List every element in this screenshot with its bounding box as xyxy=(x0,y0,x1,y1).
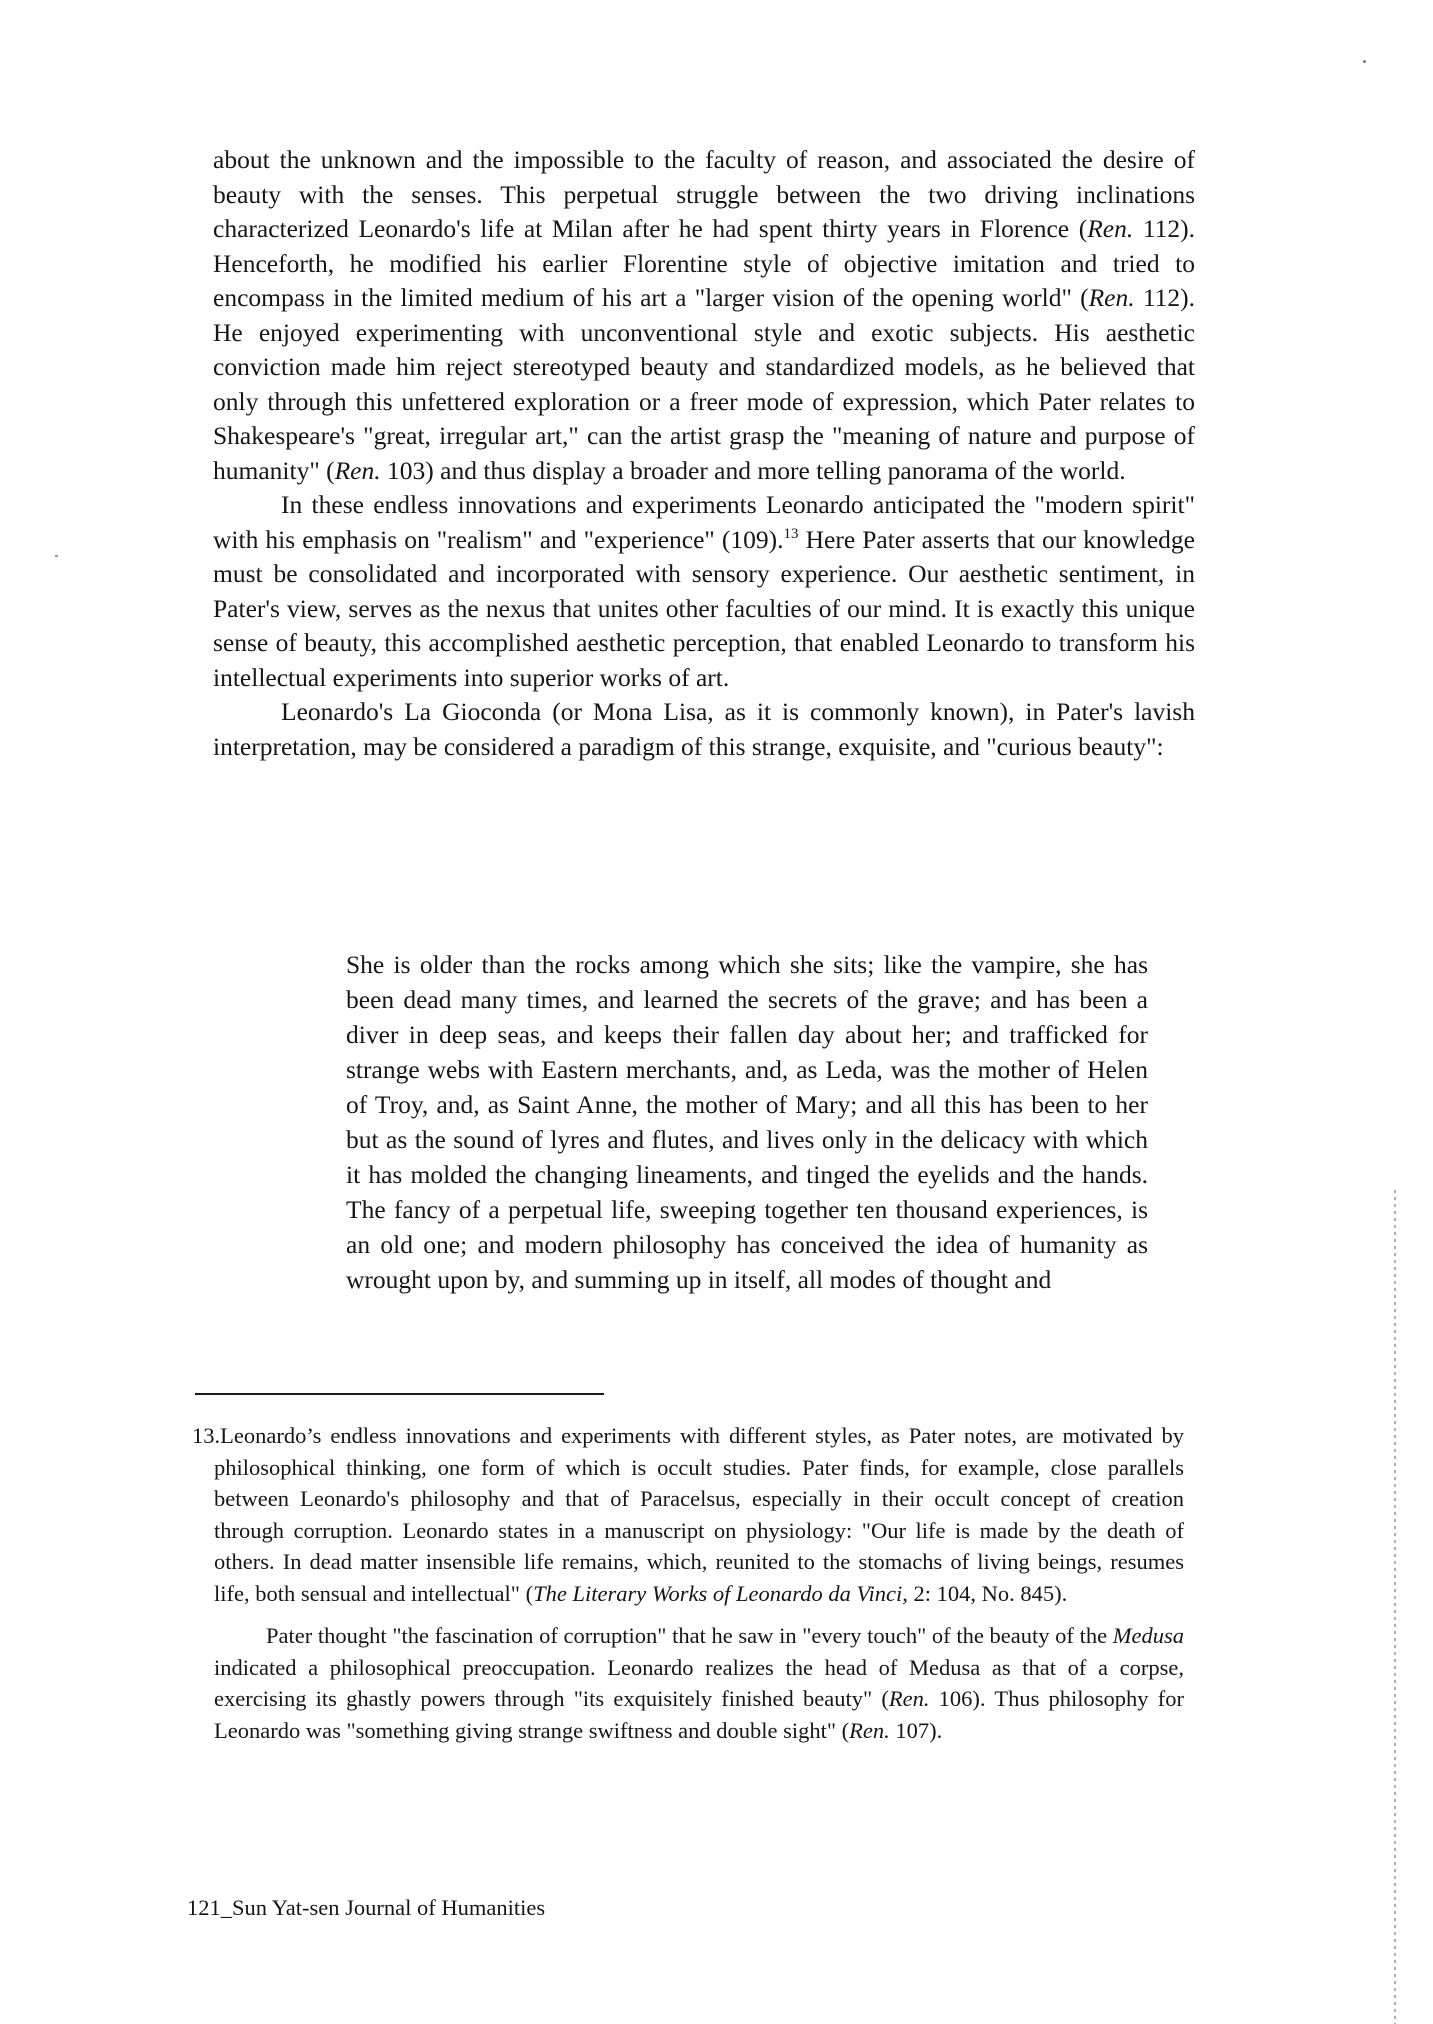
paragraph-2: In these endless innovations and experiments Leonardo anticipated the "modern spirit" with his emphasis on "realism" and "experience" (109).$^{13}$ Here Pater asserts that our knowledge must be consolidated and incorporated with sensory experience. Our aesthetic sentiment, in Pater's view, serves as the nexus that unites other faculties of our mind. It is exactly this unique sense of beauty, this accomplished aesthetic perception, that enabled Leonardo to transform his intellectual experiments into superior works of art. xyxy=(213,490,1195,692)
footnote-divider xyxy=(195,1393,604,1395)
citation-ren: Ren. xyxy=(1087,214,1134,243)
footnote-13-continued: Pater thought "the fascination of corruption" that he saw in "every touch" of the beauty of the Medusa indicated a philosophical preoccupation. Leonardo realizes the head of Medusa as that of a corpse, exercising its ghastly powers through "its exquisitely finished beauty" (Ren. 106). Thus philosophy for Leonardo was "something giving strange swiftness and double sight" (Ren. 107). xyxy=(214,1623,1184,1743)
footnotes xyxy=(192,1420,1184,1746)
paragraph-1: about the unknown and the impossible to the faculty of reason, and associated the desire of beauty with the senses. This perpetual struggle between the two driving inclinations characterized Leonardo's life at Milan after he had spent thirty years in Florence (Ren. 112). Henceforth, he modified his earlier Florentine style of objective imitation and tried to encompass in the limited medium of his art a "larger vision of the opening world" (Ren. 112). He enjoyed experimenting with unconventional style and exotic subjects. His aesthetic conviction made him reject stereotyped beauty and standardized models, as he believed that only through this unfettered exploration or a freer mode of expression, which Pater relates to Shakespeare's "great, irregular art," can the artist grasp the "meaning of nature and purpose of humanity" (Ren. 103) and thus display a broader and more telling panorama of the world. xyxy=(213,145,1196,485)
citation-ren: Ren. xyxy=(334,455,381,485)
artwork-title: Medusa xyxy=(1112,1623,1184,1648)
footnote-reference: 13 xyxy=(783,525,799,542)
block-quotation xyxy=(346,947,1148,1297)
scan-edge-artifact xyxy=(1394,1190,1396,2024)
body-text xyxy=(213,143,1195,764)
scan-speck xyxy=(1363,60,1366,63)
cited-work-title: The Literary Works of Leonardo da Vinci, xyxy=(533,1580,908,1606)
citation-ren: Ren. xyxy=(849,1717,890,1743)
citation-ren: Ren. xyxy=(888,1686,930,1711)
quotation-text: She is older than the rocks among which she sits; like the vampire, she has been dead many times, and learned the secrets of the grave; and has been a diver in deep seas, and keeps their fallen day about her; and trafficked for strange webs with Eastern merchants, and, as Leda, was the mother of Helen of Troy, and, as Saint Anne, the mother of Mary; and all this has been to her but as the sound of lyres and flutes, and lives only in the delicacy with which it has molded the changing lineaments, and tinged the eyelids and the hands. The fancy of a perpetual life, sweeping together ten thousand experiences, is an old one; and modern philosophy has conceived the idea of humanity as wrought upon by, and summing up in itself, all modes of thought and xyxy=(346,950,1148,1294)
page-footer: 121_Sun Yat-sen Journal of Humanities xyxy=(187,1895,546,1920)
citation-ren: Ren. xyxy=(1088,283,1135,312)
scan-speck xyxy=(55,555,58,557)
paragraph-3: Leonardo's La Gioconda (or Mona Lisa, as it is commonly known), in Pater's lavish interpretation, may be considered a paradigm of this strange, exquisite, and "curious beauty": xyxy=(213,697,1195,761)
footnote-13: 13.Leonardo’s endless innovations and experiments with different styles, as Pater notes, are motivated by philosophical thinking, one form of which is occult studies. Pater finds, for example, close parallels between Leonardo's philosophy and that of Paracelsus, especially in their occult concept of creation through corruption. Leonardo states in a manuscript on physiology: "Our life is made by the death of others. In dead matter insensible life remains, which, reunited to the stomachs of living beings, resumes life, both sensual and intellectual" (The Literary Works of Leonardo da Vinci, 2: 104, No. 845). xyxy=(192,1423,1184,1606)
